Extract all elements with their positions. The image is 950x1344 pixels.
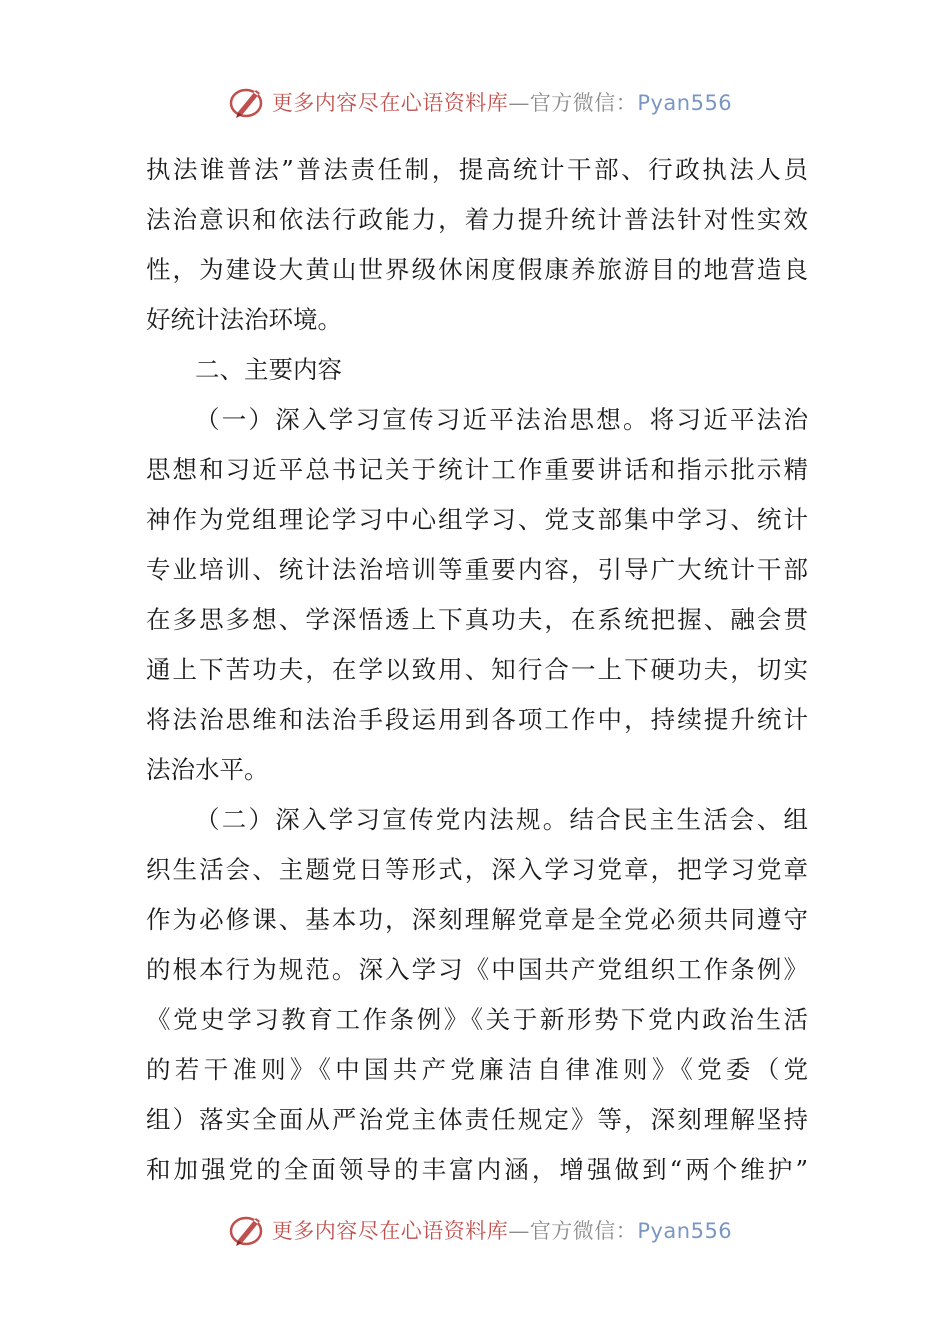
text-line: 的根本行为规范。深入学习《中国共产党组织工作条例》 <box>146 955 808 984</box>
text-line: 和加强党的全面领导的丰富内涵，增强做到“两个维护” <box>146 1155 808 1184</box>
banner-text: 更多内容尽在心语资料库—官方微信：Pyan556 <box>271 1219 733 1243</box>
text-line: 执法谁普法”普法责任制，提高统计干部、行政执法人员 <box>146 155 808 184</box>
banner-text: 更多内容尽在心语资料库—官方微信：Pyan556 <box>271 91 733 115</box>
footer-banner <box>0 1208 950 1252</box>
text-line: 织生活会、主题党日等形式，深入学习党章，把学习党章 <box>146 855 808 884</box>
text-line: 性，为建设大黄山世界级休闲度假康养旅游目的地营造良 <box>146 255 808 284</box>
text-line: （二）深入学习宣传党内法规。结合民主生活会、组 <box>195 805 808 834</box>
text-line: 的若干准则》《中国共产党廉洁自律准则》《党委（党 <box>146 1055 808 1084</box>
text-line: 将法治思维和法治手段运用到各项工作中，持续提升统计 <box>146 705 808 734</box>
text-line: 《党史学习教育工作条例》《关于新形势下党内政治生活 <box>146 1005 808 1034</box>
text-line: 在多思多想、学深悟透上下真功夫，在系统把握、融会贯 <box>146 605 808 634</box>
pen-logo-icon <box>228 1210 268 1250</box>
document-body <box>146 145 808 1195</box>
text-line: 组）落实全面从严治党主体责任规定》等，深刻理解坚持 <box>146 1105 808 1134</box>
text-line: 法治水平。 <box>146 755 269 784</box>
text-line: 专业培训、统计法治培训等重要内容，引导广大统计干部 <box>146 555 808 584</box>
text-line: 作为必修课、基本功，深刻理解党章是全党必须共同遵守 <box>146 905 808 934</box>
text-line: （一）深入学习宣传习近平法治思想。将习近平法治 <box>195 405 808 434</box>
text-line: 二、主要内容 <box>195 355 342 384</box>
text-line: 神作为党组理论学习中心组学习、党支部集中学习、统计 <box>146 505 808 534</box>
text-line: 通上下苦功夫，在学以致用、知行合一上下硬功夫，切实 <box>146 655 808 684</box>
pen-logo-icon <box>228 82 268 122</box>
text-line: 思想和习近平总书记关于统计工作重要讲话和指示批示精 <box>146 455 808 484</box>
header-banner <box>0 80 950 124</box>
text-line: 法治意识和依法行政能力，着力提升统计普法针对性实效 <box>146 205 808 234</box>
text-line: 好统计法治环境。 <box>146 305 342 334</box>
